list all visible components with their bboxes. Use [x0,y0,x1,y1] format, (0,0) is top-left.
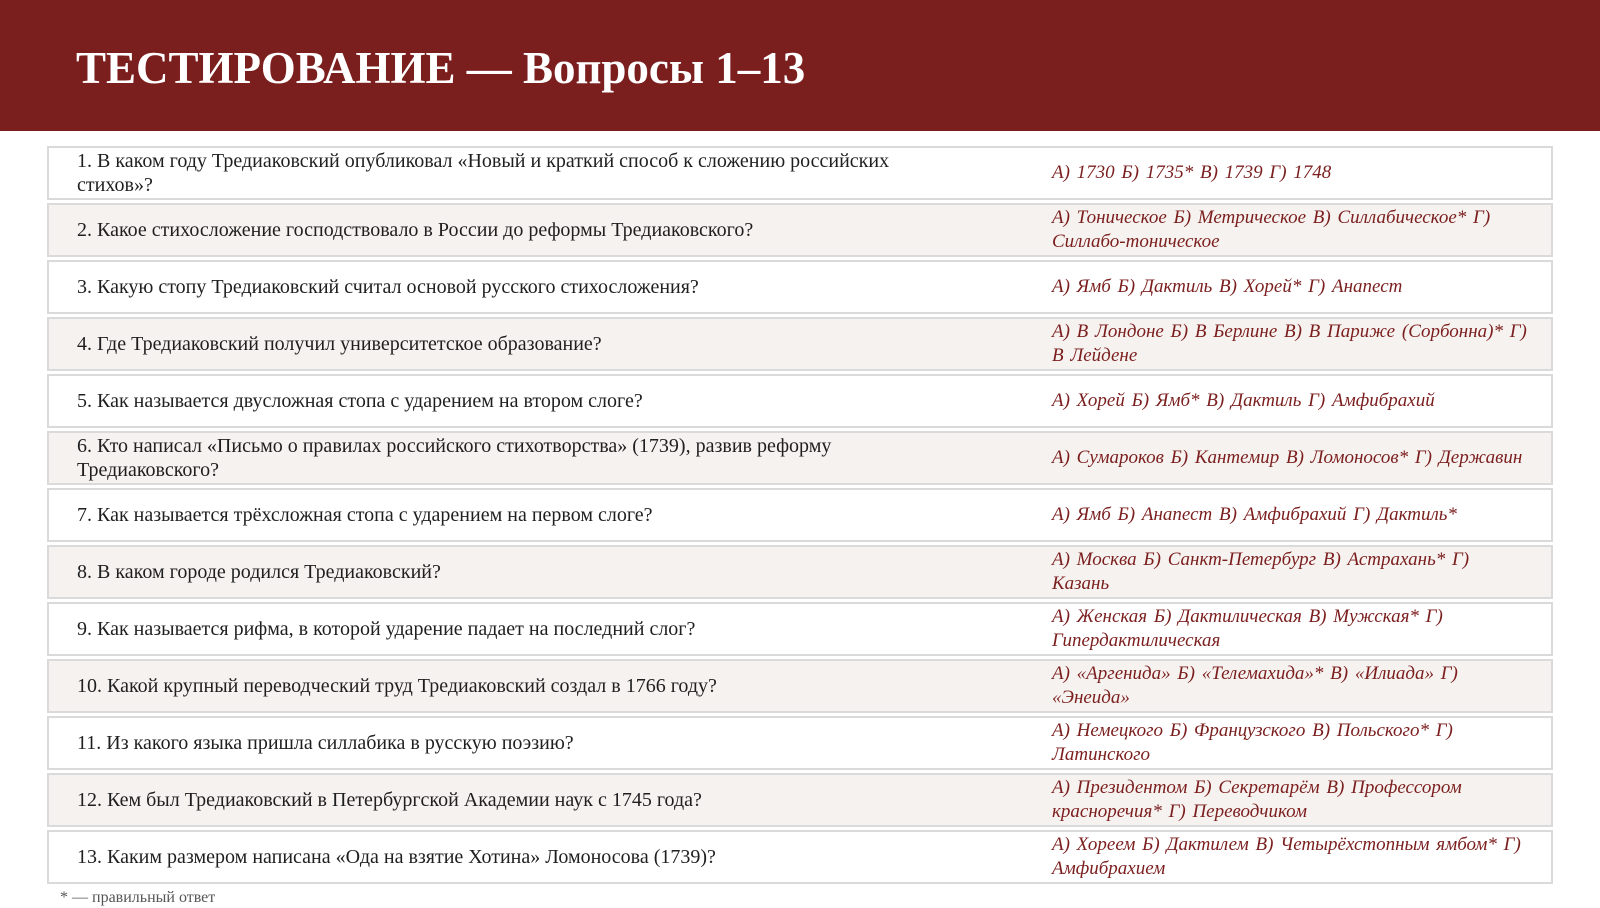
answer-options: А) «Аргенида» Б) «Телемахида»* В) «Илиада» Г) «Энеида» [1052,663,1458,708]
question-row [47,545,1553,599]
question-text: 9. Как называется рифма, в которой ударение падает на последний слог? [77,618,696,640]
question-text: 5. Как называется двусложная стопа с ударением на втором слоге? [77,390,643,412]
question-text: 10. Какой крупный переводческий труд Тредиаковский создал в 1766 году? [77,675,717,697]
question-text: 11. Из какого языка пришла силлабика в русскую поэзию? [77,732,574,754]
answer-options: А) Хореем Б) Дактилем В) Четырёхстопным ямбом* Г) Амфибрахием [1052,834,1521,879]
answer-options: А) Сумароков Б) Кантемир В) Ломоносов* Г) Державин [1052,447,1523,468]
answer-options: А) Ямб Б) Дактиль В) Хорей* Г) Анапест [1052,276,1403,297]
question-text: 8. В каком городе родился Тредиаковский? [77,561,441,583]
question-row [47,146,1553,200]
page-title: ТЕСТИРОВАНИЕ — Вопросы 1–13 [76,43,806,93]
question-text: 1. В каком году Тредиаковский опубликовал «Новый и краткий способ к сложению российских стихов»? [77,150,890,196]
question-row [47,203,1553,257]
answer-options: А) Ямб Б) Анапест В) Амфибрахий Г) Дактиль* [1052,504,1457,525]
answer-options: А) Президентом Б) Секретарём В) Профессором красноречия* Г) Переводчиком [1052,777,1462,822]
question-text: 3. Какую стопу Тредиаковский считал основой русского стихосложения? [77,276,699,298]
question-row [47,317,1553,371]
question-row [47,716,1553,770]
question-text: 12. Кем был Тредиаковский в Петербургской Академии наук с 1745 года? [77,789,702,811]
question-text: 2. Какое стихосложение господствовало в России до реформы Тредиаковского? [77,219,754,241]
answer-options: А) Немецкого Б) Французского В) Польского* Г) Латинского [1052,720,1453,765]
question-text: 6. Кто написал «Письмо о правилах российского стихотворства» (1739), развив реформу Тредиаковского? [77,435,832,481]
question-row [47,488,1553,542]
answer-options: А) Тоническое Б) Метрическое В) Силлабическое* Г) Силлабо-тоническое [1052,207,1491,252]
question-row [47,602,1553,656]
question-row [47,374,1553,428]
question-text: 13. Каким размером написана «Ода на взятие Хотина» Ломоносова (1739)? [77,846,716,868]
answer-options: А) Хорей Б) Ямб* В) Дактиль Г) Амфибрахий [1052,390,1435,411]
question-row [47,659,1553,713]
answer-options: А) Москва Б) Санкт-Петербург В) Астрахань* Г) Казань [1052,549,1470,594]
answer-options: А) В Лондоне Б) В Берлине В) В Париже (Сорбонна)* Г) В Лейдене [1052,321,1527,366]
answer-options: А) Женская Б) Дактилическая В) Мужская* Г) Гипердактилическая [1052,606,1443,651]
footnote: * — правильный ответ [60,889,216,906]
question-row [47,431,1553,485]
questions-table [47,146,1553,887]
question-text: 4. Где Тредиаковский получил университетское образование? [77,333,602,355]
question-row [47,830,1553,884]
question-row [47,260,1553,314]
question-text: 7. Как называется трёхсложная стопа с ударением на первом слоге? [77,504,653,526]
answer-options: А) 1730 Б) 1735* В) 1739 Г) 1748 [1052,162,1332,183]
header-bar [0,0,1600,131]
question-row [47,773,1553,827]
